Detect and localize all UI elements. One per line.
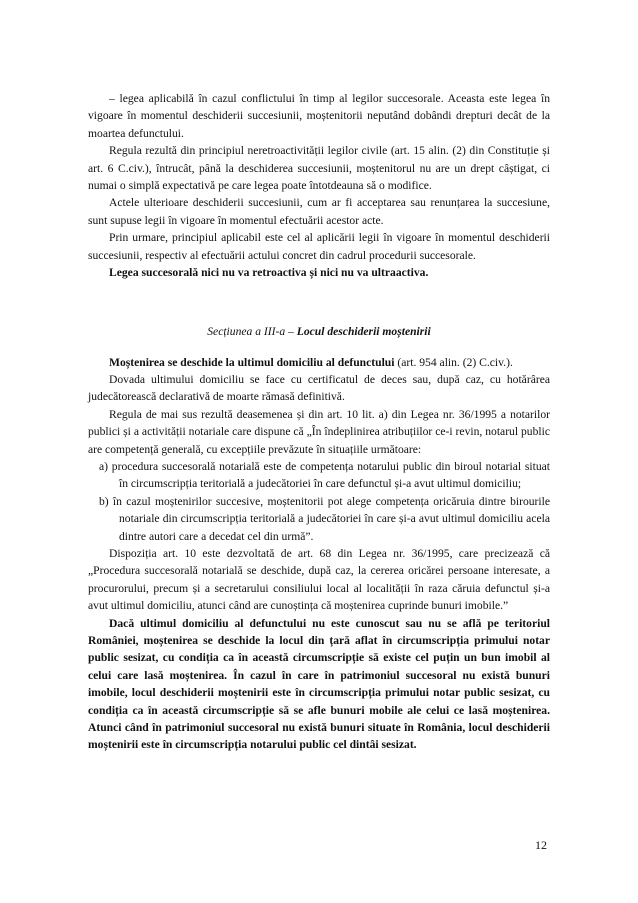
opening-place-ref: (art. 954 alin. (2) C.civ.). (394, 355, 513, 369)
section-spacer (88, 281, 550, 323)
paragraph-non-retroactivity: Regula rezultă din principiul neretroactivității legilor civile (art. 15 alin. (2) din Constituție și art. 6 C.civ.), întrucât, până la deschiderea succesiunii, moștenitorul nu are un drept câștigat, ci numai o simplă expectativă pe care legea poate întotdeauna să o modifice. (88, 144, 550, 192)
list-item-b: b) în cazul moștenirilor succesive, moștenitorii pot alege competența oricăruia dintre birourile notariale din circumscripția teritorială a judecătoriei în care și-a avut ultimul domiciliu acela dintre autori care a decedat cel din urmă”. (99, 494, 550, 543)
paragraph-principle: Prin urmare, principiul aplicabil este cel al aplicării legii în vigoare în momentul deschiderii succesiunii, respectiv al efectuării actului concret din cadrul procedurii succesorale. (88, 231, 550, 262)
page-number: 12 (535, 838, 547, 852)
paragraph-subsequent-acts: Actele ulterioare deschiderii succesiunii, cum ar fi acceptarea sau renunțarea la succesiune, sunt supuse legii în vigoare în momentul efectuării acestor acte. (88, 196, 550, 227)
list-item-a: a) procedura succesorală notarială este de competența notarului public din biroul notarial situat în circumscripția teritorială a judecătoriei în care defunctul și-a avut ultimul domiciliu; (99, 460, 550, 491)
paragraph-applicable-law: – legea aplicabilă în cazul conflictului în timp al legilor succesorale. Aceasta este legea în vigoare în momentul deschiderii succesiunii, moștenitorii neputând dobândi drepturi decât de la moartea defunctului. (88, 92, 550, 140)
paragraph-opening-place (88, 354, 550, 371)
section-heading (88, 323, 550, 340)
document-page (88, 90, 550, 754)
paragraph-proof-domicile: Dovada ultimului domiciliu se face cu certificatul de deces sau, după caz, cu hotărârea judecătorească declarativă de moarte rămasă definitivă. (88, 373, 550, 404)
paragraph-unknown-domicile: Dacă ultimul domiciliu al defunctului nu este cunoscut sau nu se află pe teritoriul României, moștenirea se deschide la locul din țară aflat în circumscripția primului notar public sesizat, cu condiția ca în această circumscripție să existe cel puțin un bun imobil al celui care lasă moștenirea. În cazul în care în patrimoniul succesoral nu există bunuri imobile, locul deschiderii moștenirii este în circumscripția primului notar public sesizat, cu condiția ca în această circumscripție să se afle bunuri mobile ale celui ce lasă moștenirea. Atunci când în patrimoniul succesoral nu există bunuri situate în România, locul deschiderii moștenirii este în circumscripția notarului public cel dintâi sesizat. (88, 616, 550, 752)
opening-place-bold: Moștenirea se deschide la ultimul domiciliu al defunctului (109, 355, 395, 369)
section-prefix: Secțiunea a III-a – (207, 325, 297, 339)
paragraph-art-68: Dispoziția art. 10 este dezvoltată de art. 68 din Legea nr. 36/1995, care precizează că „Procedura succesorală notarială se deschide, după caz, la cererea oricărei persoane interesate, a procurorului, precum și a secretarului consiliului local al localității în raza căruia defunctul și-a avut ultimul domiciliu, atunci când are cunoștința că moștenirea cuprinde bunuri imobile.” (88, 546, 550, 613)
section-title: Locul deschiderii moștenirii (296, 325, 431, 339)
paragraph-law-36-1995: Regula de mai sus rezultă deasemenea și din art. 10 lit. a) din Legea nr. 36/1995 a notarilor publici și a activității notariale care dispune că „În îndeplinirea atribuțiilor ce-i revin, notarul public are competență generală, cu excepțiile prevăzute în situațiile următoare: (88, 407, 550, 456)
paragraph-rule-bold: Legea succesorală nici nu va retroactiva și nici nu va ultraactiva. (109, 265, 429, 279)
